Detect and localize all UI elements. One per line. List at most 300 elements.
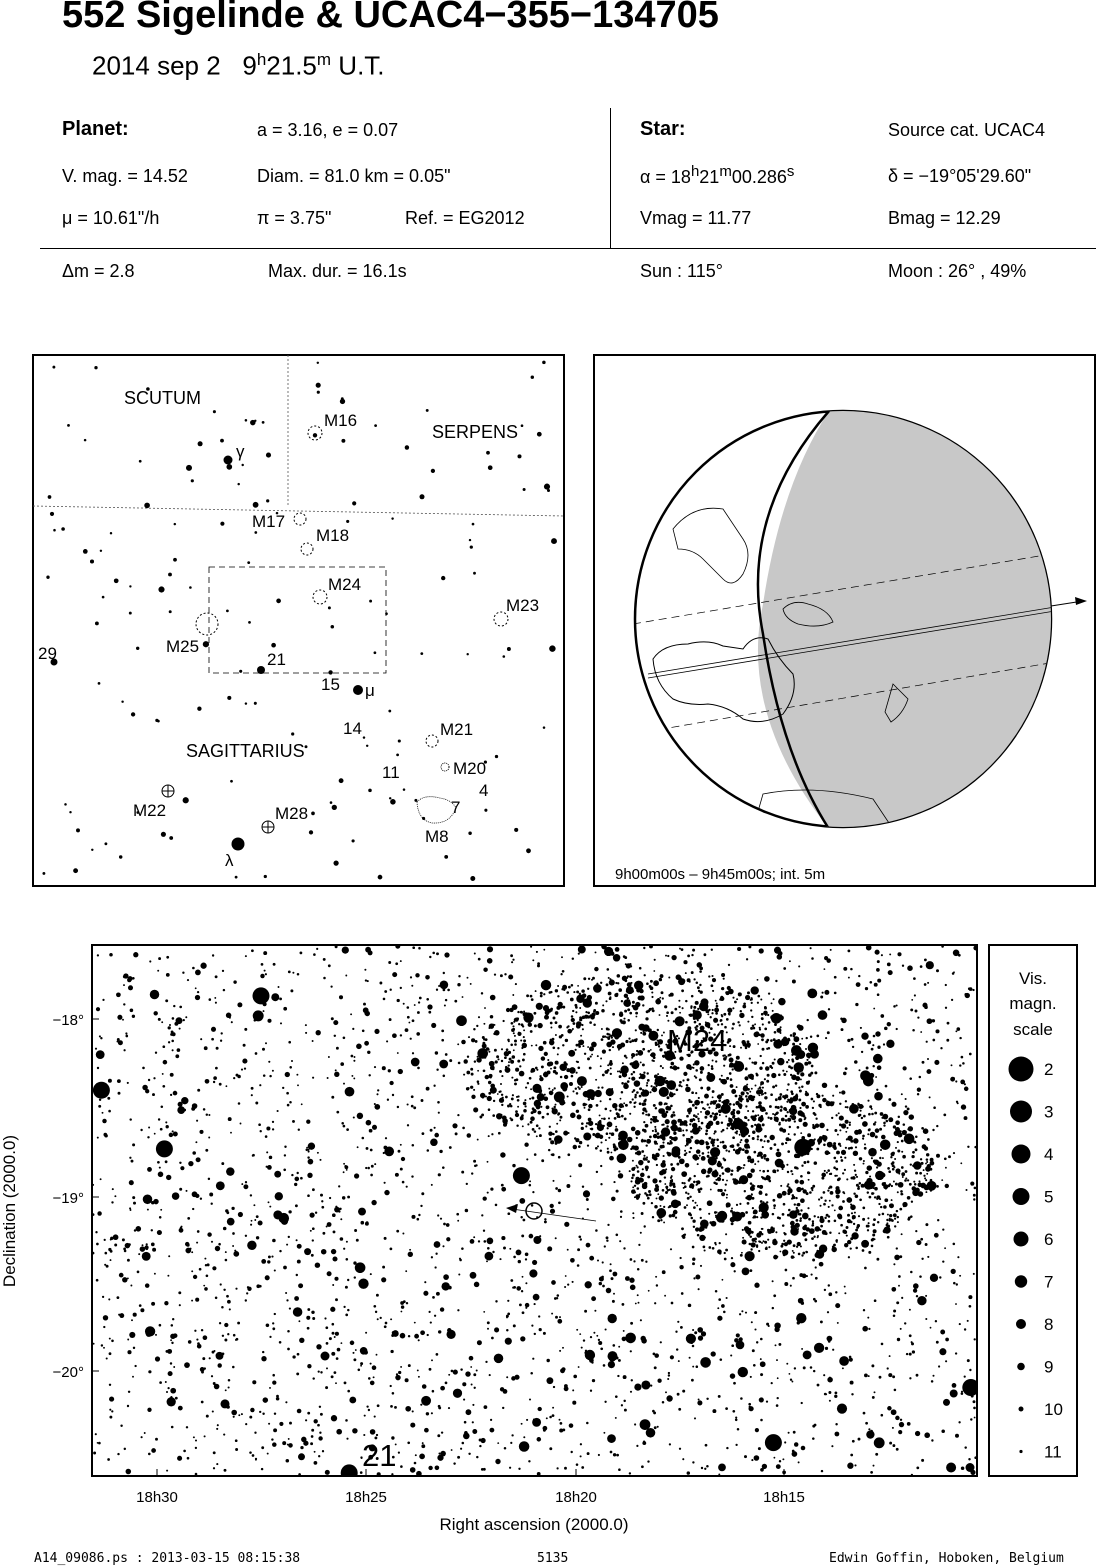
field-star: [647, 1460, 649, 1462]
field-star: [321, 1352, 330, 1361]
field-star: [767, 1014, 769, 1016]
field-star: [204, 1435, 206, 1437]
field-star: [609, 979, 615, 985]
field-star: [431, 1023, 436, 1028]
field-star: [349, 1397, 356, 1404]
field-star: [680, 1119, 682, 1121]
field-star: [515, 1110, 518, 1113]
field-star: [771, 1013, 782, 1024]
field-star: [917, 1296, 926, 1305]
field-star: [784, 1441, 786, 1443]
field-star: [595, 1229, 598, 1232]
field-star: [637, 1170, 640, 1173]
field-star: [808, 1073, 812, 1077]
field-star: [699, 970, 702, 973]
field-star: [698, 1120, 700, 1122]
field-star: [693, 1124, 695, 1126]
field-star: [813, 1236, 815, 1238]
field-star: [944, 1157, 947, 1160]
field-star: [263, 1397, 269, 1403]
field-star: [880, 1149, 882, 1151]
field-star: [195, 1141, 197, 1143]
field-star: [694, 1202, 696, 1204]
field-star: [689, 1196, 691, 1198]
field-star: [288, 1438, 290, 1440]
field-star: [586, 1243, 591, 1248]
field-star: [554, 1087, 556, 1089]
field-star: [523, 1219, 526, 1222]
field-star: [191, 1251, 193, 1253]
field-star: [192, 1191, 198, 1197]
field-star: [512, 1055, 516, 1059]
field-star: [692, 1461, 694, 1463]
field-star: [800, 1132, 802, 1134]
field-star: [749, 1269, 752, 1272]
field-star: [791, 1092, 794, 1095]
field-star: [758, 1250, 760, 1252]
field-star: [498, 1132, 501, 1135]
serpens-label: SERPENS: [432, 422, 519, 442]
field-star: [138, 1253, 140, 1255]
field-star: [543, 1332, 546, 1335]
field-star: [652, 1037, 655, 1040]
field-star: [283, 1266, 287, 1270]
field-star: [425, 975, 430, 980]
field-star: [319, 1432, 321, 1434]
field-star: [296, 1239, 298, 1241]
field-star: [98, 1105, 101, 1108]
field-star: [405, 1270, 407, 1272]
field-star: [682, 1079, 684, 1081]
field-star: [680, 978, 685, 983]
field-star: [945, 1360, 947, 1362]
field-star: [191, 1107, 195, 1111]
field-star: [376, 1354, 378, 1356]
field-star: [944, 1247, 946, 1249]
field-star: [140, 1246, 146, 1252]
field-star: [762, 1170, 765, 1173]
field-star: [636, 1137, 638, 1139]
field-star: [523, 1029, 525, 1031]
background-star: [431, 469, 435, 473]
field-star: [196, 1120, 198, 1122]
field-star: [758, 1094, 760, 1096]
field-star: [692, 1345, 695, 1348]
field-star: [724, 1189, 726, 1191]
field-star: [961, 1391, 963, 1393]
field-star: [951, 1064, 953, 1066]
field-star: [357, 1113, 363, 1119]
field-star: [764, 976, 770, 982]
field-star: [159, 1324, 162, 1327]
star-7-label: 7: [451, 798, 461, 817]
field-star: [631, 1189, 636, 1194]
field-star: [100, 1037, 102, 1039]
field-star: [480, 1093, 485, 1098]
field-star: [970, 1470, 975, 1475]
field-star: [762, 1062, 764, 1064]
field-star: [434, 1266, 436, 1268]
field-star: [582, 1028, 584, 1030]
field-star: [470, 1239, 475, 1244]
field-star: [511, 1434, 513, 1436]
field-star: [765, 1014, 767, 1016]
field-star: [608, 1361, 615, 1368]
m22-marker: [162, 785, 174, 797]
field-star: [855, 1146, 857, 1148]
field-star: [617, 1153, 627, 1163]
field-star: [211, 1038, 214, 1041]
field-star: [316, 1344, 321, 1349]
field-star: [623, 999, 631, 1007]
field-star: [704, 1108, 706, 1110]
field-star: [677, 1393, 680, 1396]
field-star: [708, 1107, 710, 1109]
field-star: [255, 1102, 258, 1105]
field-star: [803, 1161, 806, 1164]
field-star: [411, 1058, 420, 1067]
field-star: [130, 1009, 134, 1013]
field-star: [623, 1247, 625, 1249]
field-star: [185, 1016, 187, 1018]
field-star: [108, 1248, 111, 1251]
field-star: [461, 1247, 464, 1250]
field-star: [569, 1067, 576, 1074]
field-star: [568, 1050, 575, 1057]
field-star: [568, 1132, 570, 1134]
field-star: [816, 1148, 819, 1151]
field-star: [501, 1236, 505, 1240]
field-star: [757, 1138, 759, 1140]
field-star: [786, 1089, 788, 1091]
field-star: [433, 1085, 435, 1087]
field-star: [733, 1382, 736, 1385]
field-star: [576, 1110, 579, 1113]
field-star: [730, 1262, 735, 1267]
field-star: [117, 1015, 122, 1020]
field-star: [863, 1163, 865, 1165]
field-star: [839, 1103, 841, 1105]
field-star: [868, 1128, 870, 1130]
field-star: [577, 985, 579, 987]
field-star: [728, 1117, 730, 1119]
field-star: [777, 954, 783, 960]
field-star: [659, 997, 661, 999]
field-star: [634, 1185, 636, 1187]
field-star: [651, 996, 653, 998]
field-star: [680, 1130, 682, 1132]
field-star: [625, 1104, 628, 1107]
field-star: [774, 1171, 776, 1173]
field-star: [556, 1006, 560, 1010]
field-star: [370, 1363, 372, 1365]
field-star: [780, 1109, 783, 1112]
field-star: [171, 1426, 174, 1429]
field-star: [206, 1415, 209, 1418]
background-star: [363, 736, 365, 738]
field-star: [692, 1067, 694, 1069]
field-star: [214, 1350, 216, 1352]
field-star: [835, 1303, 840, 1308]
field-star: [437, 1455, 443, 1461]
background-star: [220, 522, 224, 526]
field-star: [696, 1184, 698, 1186]
field-star: [910, 1271, 913, 1274]
y-axis-label: Declination (2000.0): [0, 1134, 19, 1288]
field-star: [510, 1118, 513, 1121]
field-star: [695, 1275, 700, 1280]
scale-label-mag-8: 8: [1044, 1315, 1054, 1334]
field-star: [851, 1212, 853, 1214]
field-star: [690, 1147, 692, 1149]
field-star: [583, 998, 592, 1007]
field-star: [514, 1082, 517, 1085]
field-star: [521, 1234, 524, 1237]
field-star: [835, 1432, 840, 1437]
field-star: [901, 1140, 904, 1143]
field-star: [214, 997, 216, 999]
field-star: [233, 980, 236, 983]
field-star: [471, 1172, 473, 1174]
field-star: [713, 1139, 715, 1141]
field-star: [820, 1106, 822, 1108]
field-star: [918, 1180, 920, 1182]
field-star: [205, 1149, 208, 1152]
field-star: [541, 980, 551, 990]
background-star: [317, 391, 320, 394]
background-star: [183, 797, 189, 803]
background-star: [76, 828, 80, 832]
field-star: [374, 1029, 379, 1034]
field-star: [140, 1129, 142, 1131]
field-star: [200, 1038, 202, 1040]
field-star: [571, 1075, 574, 1078]
field-star: [887, 1224, 891, 1228]
field-star: [648, 1190, 651, 1193]
field-star: [227, 1218, 235, 1226]
field-star: [519, 1198, 525, 1204]
field-star: [191, 1300, 193, 1302]
field-star: [801, 1086, 803, 1088]
field-star: [737, 1143, 740, 1146]
field-star: [616, 1112, 619, 1115]
background-star: [203, 641, 209, 647]
field-star: [145, 1247, 148, 1250]
field-star: [946, 1039, 949, 1042]
field-star: [705, 1110, 710, 1115]
field-star: [546, 1417, 548, 1419]
field-star: [494, 1327, 499, 1332]
field-star: [913, 977, 916, 980]
field-star: [708, 1168, 713, 1173]
field-star: [543, 993, 545, 995]
field-star: [666, 1152, 669, 1155]
field-star: [137, 1271, 140, 1274]
field-star: [200, 1367, 205, 1372]
field-star: [296, 1172, 298, 1174]
field-star: [813, 1100, 815, 1102]
field-star: [850, 968, 853, 971]
field-star: [642, 1441, 646, 1445]
field-star: [891, 1199, 893, 1201]
field-star: [685, 1152, 687, 1154]
field-star: [721, 1122, 723, 1124]
field-star: [827, 1169, 830, 1172]
field-star: [893, 1181, 895, 1183]
field-star: [600, 1165, 602, 1167]
field-star: [557, 1294, 560, 1297]
field-star: [401, 1157, 405, 1161]
field-star: [767, 1117, 769, 1119]
field-star: [667, 1096, 670, 1099]
field-star: [629, 1041, 632, 1044]
field-star: [179, 1028, 181, 1030]
field-star: [470, 1068, 473, 1071]
field-star: [725, 991, 728, 994]
field-star: [699, 1226, 704, 1231]
field-star: [351, 1055, 354, 1058]
field-star: [697, 1327, 703, 1333]
background-star: [470, 545, 473, 548]
field-star: [534, 1024, 537, 1027]
field-star: [159, 1216, 162, 1219]
field-star: [732, 1007, 734, 1009]
field-star: [757, 1160, 759, 1162]
field-star: [405, 1028, 409, 1032]
field-star: [617, 974, 621, 978]
field-star: [283, 1169, 286, 1172]
field-star: [417, 1011, 420, 1014]
field-star: [837, 1178, 840, 1181]
field-star: [272, 1322, 274, 1324]
field-star: [740, 1139, 742, 1141]
field-star: [935, 1029, 939, 1033]
field-star: [764, 1092, 766, 1094]
field-star: [901, 1093, 903, 1095]
field-star: [898, 1430, 902, 1434]
field-star: [838, 1232, 840, 1234]
field-star: [226, 1295, 229, 1298]
field-star: [757, 979, 759, 981]
field-star: [914, 994, 916, 996]
y-tick-label: −18°: [52, 1012, 84, 1029]
background-star: [254, 702, 257, 705]
field-star: [822, 1135, 825, 1138]
field-star: [751, 1125, 754, 1128]
field-star: [837, 1322, 839, 1324]
field-star: [801, 1070, 803, 1072]
field-star: [631, 1057, 633, 1059]
field-star: [497, 1093, 499, 1095]
field-star: [244, 1067, 246, 1069]
background-star: [241, 464, 243, 466]
field-star: [657, 1379, 661, 1383]
field-star: [851, 1393, 853, 1395]
field-star: [683, 960, 687, 964]
field-star: [759, 1027, 761, 1029]
field-star: [692, 949, 695, 952]
field-star: [488, 1135, 490, 1137]
field-star: [400, 1144, 402, 1146]
field-star: [728, 964, 730, 966]
field-star: [729, 1103, 732, 1106]
field-star: [664, 1005, 667, 1008]
field-star: [861, 1051, 863, 1053]
field-star: [755, 1428, 759, 1432]
field-star: [902, 1155, 906, 1159]
field-star: [172, 1017, 175, 1020]
field-star: [334, 1072, 339, 1077]
field-star: [785, 1269, 788, 1272]
field-star: [328, 964, 331, 967]
field-star: [539, 1075, 541, 1077]
field-star: [815, 1266, 817, 1268]
field-star: [924, 1177, 926, 1179]
field-star: [555, 1187, 558, 1190]
field-star: [606, 1027, 608, 1029]
field-star: [570, 1113, 576, 1119]
field-star: [870, 1471, 873, 1474]
field-star: [650, 980, 653, 983]
background-star: [121, 700, 123, 702]
field-star: [535, 990, 537, 992]
field-star: [732, 1410, 735, 1413]
field-star: [642, 1032, 646, 1036]
field-star: [546, 1377, 553, 1384]
field-star: [934, 1233, 939, 1238]
field-star: [142, 1252, 151, 1261]
field-star: [959, 1275, 961, 1277]
field-star: [627, 1019, 630, 1022]
field-star: [530, 946, 532, 948]
field-star: [777, 1028, 782, 1033]
field-star: [364, 1415, 366, 1417]
field-star: [449, 1059, 452, 1062]
field-star: [350, 1341, 355, 1346]
field-star: [630, 982, 632, 984]
field-star: [783, 1240, 785, 1242]
field-star: [951, 999, 953, 1001]
field-star: [798, 1118, 802, 1122]
field-star: [782, 1458, 784, 1460]
field-star: [907, 1196, 911, 1200]
bright-star: [962, 1379, 979, 1396]
field-star: [312, 1239, 314, 1241]
background-star: [403, 788, 406, 791]
field-star: [549, 1040, 554, 1045]
field-star: [726, 1127, 728, 1129]
field-star: [155, 1052, 157, 1054]
field-star: [521, 1023, 524, 1026]
field-star: [100, 1178, 102, 1180]
field-star: [366, 1405, 368, 1407]
field-star: [353, 1060, 355, 1062]
field-star: [536, 1124, 539, 1127]
field-star: [764, 1096, 767, 1099]
field-star: [632, 1217, 634, 1219]
field-star: [743, 1167, 745, 1169]
field-star: [170, 1339, 172, 1341]
field-star: [615, 982, 617, 984]
field-star: [760, 1338, 763, 1341]
field-star: [794, 1154, 799, 1159]
field-star: [893, 1263, 895, 1265]
field-star: [284, 1154, 286, 1156]
field-star: [851, 1105, 853, 1107]
field-star: [127, 1339, 129, 1341]
field-star: [891, 1287, 896, 1292]
field-star: [805, 1092, 809, 1096]
